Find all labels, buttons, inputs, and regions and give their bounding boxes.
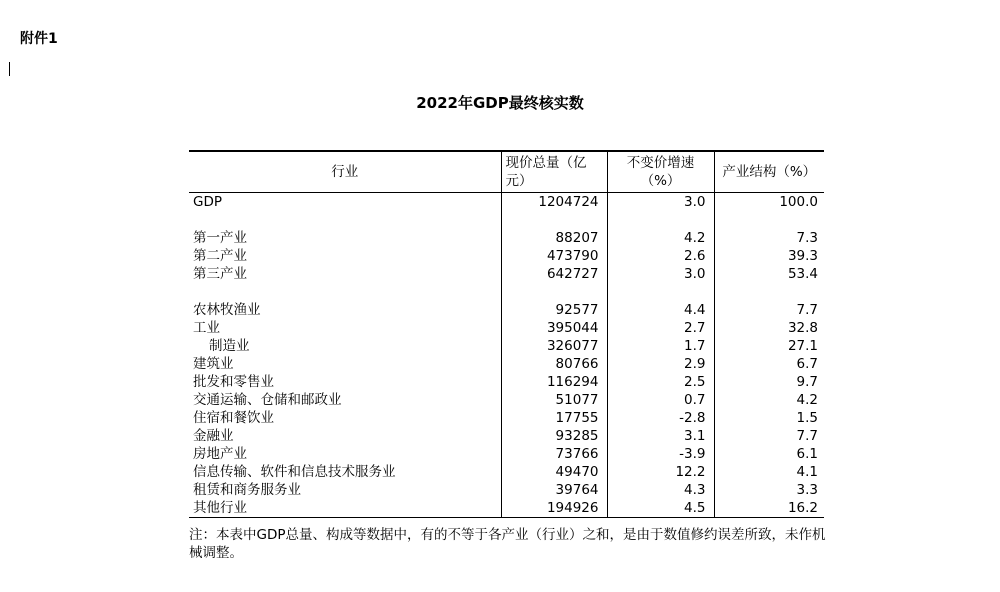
table-row [189,265,824,283]
growth-cell: 3.0 [607,193,714,212]
industry-cell: 制造业 [209,338,250,354]
industry-cell: 金融业 [193,428,234,444]
industry-cell: 信息传输、软件和信息技术服务业 [193,464,396,480]
document-title: 2022年GDP最终核实数 [416,94,584,112]
industry-cell: 第二产业 [193,248,247,264]
structure-cell: 16.2 [714,499,824,518]
table-row [189,409,824,427]
industry-cell: 农林牧渔业 [193,302,261,318]
spacer-cell [189,211,501,229]
value-cell: 395044 [501,319,607,337]
growth-cell: 3.1 [607,427,714,445]
spacer-row [189,211,824,229]
spacer-cell [607,283,714,301]
structure-cell: 39.3 [714,247,824,265]
value-cell: 49470 [501,463,607,481]
structure-cell: 4.2 [714,391,824,409]
growth-cell: 4.5 [607,499,714,518]
value-cell: 93285 [501,427,607,445]
table-row [189,427,824,445]
value-cell: 39764 [501,481,607,499]
structure-cell: 100.0 [714,193,824,212]
industry-cell: 交通运输、仓储和邮政业 [193,392,342,408]
structure-cell: 3.3 [714,481,824,499]
growth-cell: 2.5 [607,373,714,391]
structure-cell: 7.3 [714,229,824,247]
structure-cell: 1.5 [714,409,824,427]
growth-cell: 12.2 [607,463,714,481]
spacer-cell [501,283,607,301]
table-row [189,337,824,355]
value-cell: 51077 [501,391,607,409]
industry-cell: 批发和零售业 [193,374,274,390]
text-cursor [9,62,10,76]
growth-cell: -2.8 [607,409,714,427]
structure-cell: 7.7 [714,427,824,445]
spacer-cell [501,211,607,229]
industry-cell: 住宿和餐饮业 [193,410,274,426]
table-row [189,445,824,463]
table-row [189,499,824,518]
table-row [189,301,824,319]
table-row [189,247,824,265]
growth-cell: 4.3 [607,481,714,499]
growth-cell: -3.9 [607,445,714,463]
table-row [189,229,824,247]
header-growth: 不变价增速（%） [607,151,714,193]
structure-cell: 6.7 [714,355,824,373]
structure-cell: 53.4 [714,265,824,283]
structure-cell: 7.7 [714,301,824,319]
spacer-cell [189,283,501,301]
growth-cell: 2.7 [607,319,714,337]
value-cell: 326077 [501,337,607,355]
table-body [189,193,824,518]
growth-cell: 4.2 [607,229,714,247]
industry-cell: 房地产业 [193,446,247,462]
structure-cell: 6.1 [714,445,824,463]
table-row [189,481,824,499]
spacer-row [189,283,824,301]
growth-cell: 4.4 [607,301,714,319]
industry-cell: 第一产业 [193,230,247,246]
value-cell: 473790 [501,247,607,265]
structure-cell: 27.1 [714,337,824,355]
growth-cell: 0.7 [607,391,714,409]
value-cell: 73766 [501,445,607,463]
spacer-cell [607,211,714,229]
header-value: 现价总量（亿元） [501,151,607,193]
table-row [189,373,824,391]
table-row [189,391,824,409]
table-footnote: 注：本表中GDP总量、构成等数据中，有的不等于各产业（行业）之和，是由于数值修约误差所致，未作机械调整。 [189,527,826,561]
table-row [189,193,824,212]
attachment-label: 附件1 [20,31,58,47]
value-cell: 194926 [501,499,607,518]
header-industry: 行业 [331,164,359,180]
industry-cell: GDP [193,194,222,210]
value-cell: 116294 [501,373,607,391]
value-cell: 17755 [501,409,607,427]
value-cell: 80766 [501,355,607,373]
growth-cell: 2.6 [607,247,714,265]
header-row [189,151,824,193]
value-cell: 1204724 [501,193,607,212]
growth-cell: 2.9 [607,355,714,373]
structure-cell: 9.7 [714,373,824,391]
table-row [189,319,824,337]
table-row [189,355,824,373]
industry-cell: 工业 [193,320,220,336]
spacer-cell [714,283,824,301]
industry-cell: 其他行业 [189,499,501,518]
gdp-table [189,150,824,518]
industry-cell: 租赁和商务服务业 [193,482,301,498]
table-header [189,151,824,193]
value-cell: 92577 [501,301,607,319]
header-structure: 产业结构（%） [714,151,824,193]
industry-cell: 建筑业 [193,356,234,372]
growth-cell: 1.7 [607,337,714,355]
structure-cell: 4.1 [714,463,824,481]
growth-cell: 3.0 [607,265,714,283]
table-row [189,463,824,481]
structure-cell: 32.8 [714,319,824,337]
value-cell: 88207 [501,229,607,247]
industry-cell: 第三产业 [193,266,247,282]
value-cell: 642727 [501,265,607,283]
spacer-cell [714,211,824,229]
